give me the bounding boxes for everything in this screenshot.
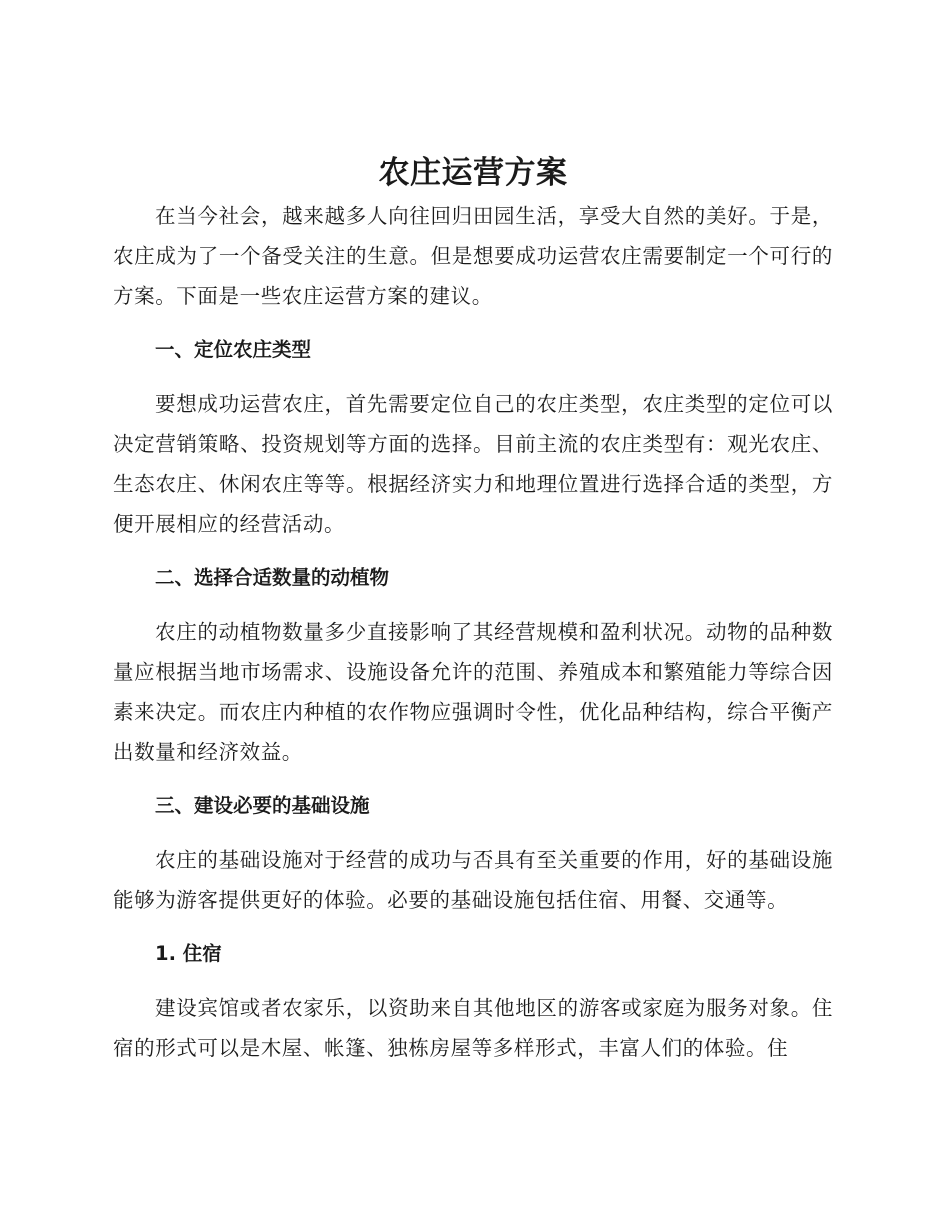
section-body-animals-plants: 农庄的动植物数量多少直接影响了其经营规模和盈利状况。动物的品种数量应根据当地市场需求、设施设备允许的范围、养殖成本和繁殖能力等综合因素来决定。而农庄内种植的农作物应强调时令性，优化品种结构，综合平衡产出数量和经济效益。 (113, 620, 833, 764)
spacer (113, 370, 833, 384)
spacer (113, 544, 833, 558)
spacer (113, 316, 833, 330)
section-body-positioning: 要想成功运营农庄，首先需要定位自己的农庄类型，农庄类型的定位可以决定营销策略、投资规划等方面的选择。目前主流的农庄类型有：观光农庄、生态农庄、休闲农庄等等。根据经济实力和地理位置进行选择合适的类型，方便开展相应的经营活动。 (113, 392, 833, 536)
subsection-heading-lodging: 1. 住宿 (155, 942, 222, 965)
spacer (113, 598, 833, 612)
section-heading-animals-plants: 二、选择合适数量的动植物 (155, 566, 390, 589)
spacer (113, 772, 833, 786)
subsection-body-lodging: 建设宾馆或者农家乐，以资助来自其他地区的游客或家庭为服务对象。住宿的形式可以是木屋、帐篷、独栋房屋等多样形式，丰富人们的体验。住 (113, 996, 833, 1060)
document-body (113, 150, 833, 1068)
document-title: 农庄运营方案 (378, 155, 568, 191)
spacer (113, 826, 833, 840)
section-heading-positioning: 一、定位农庄类型 (155, 338, 312, 361)
section-heading-infrastructure: 三、建设必要的基础设施 (155, 794, 370, 817)
intro-paragraph: 在当今社会，越来越多人向往回归田园生活，享受大自然的美好。于是，农庄成为了一个备受关注的生意。但是想要成功运营农庄需要制定一个可行的方案。下面是一些农庄运营方案的建议。 (113, 204, 833, 308)
section-body-infrastructure: 农庄的基础设施对于经营的成功与否具有至关重要的作用，好的基础设施能够为游客提供更好的体验。必要的基础设施包括住宿、用餐、交通等。 (113, 848, 833, 912)
spacer (113, 920, 833, 934)
spacer (113, 974, 833, 988)
